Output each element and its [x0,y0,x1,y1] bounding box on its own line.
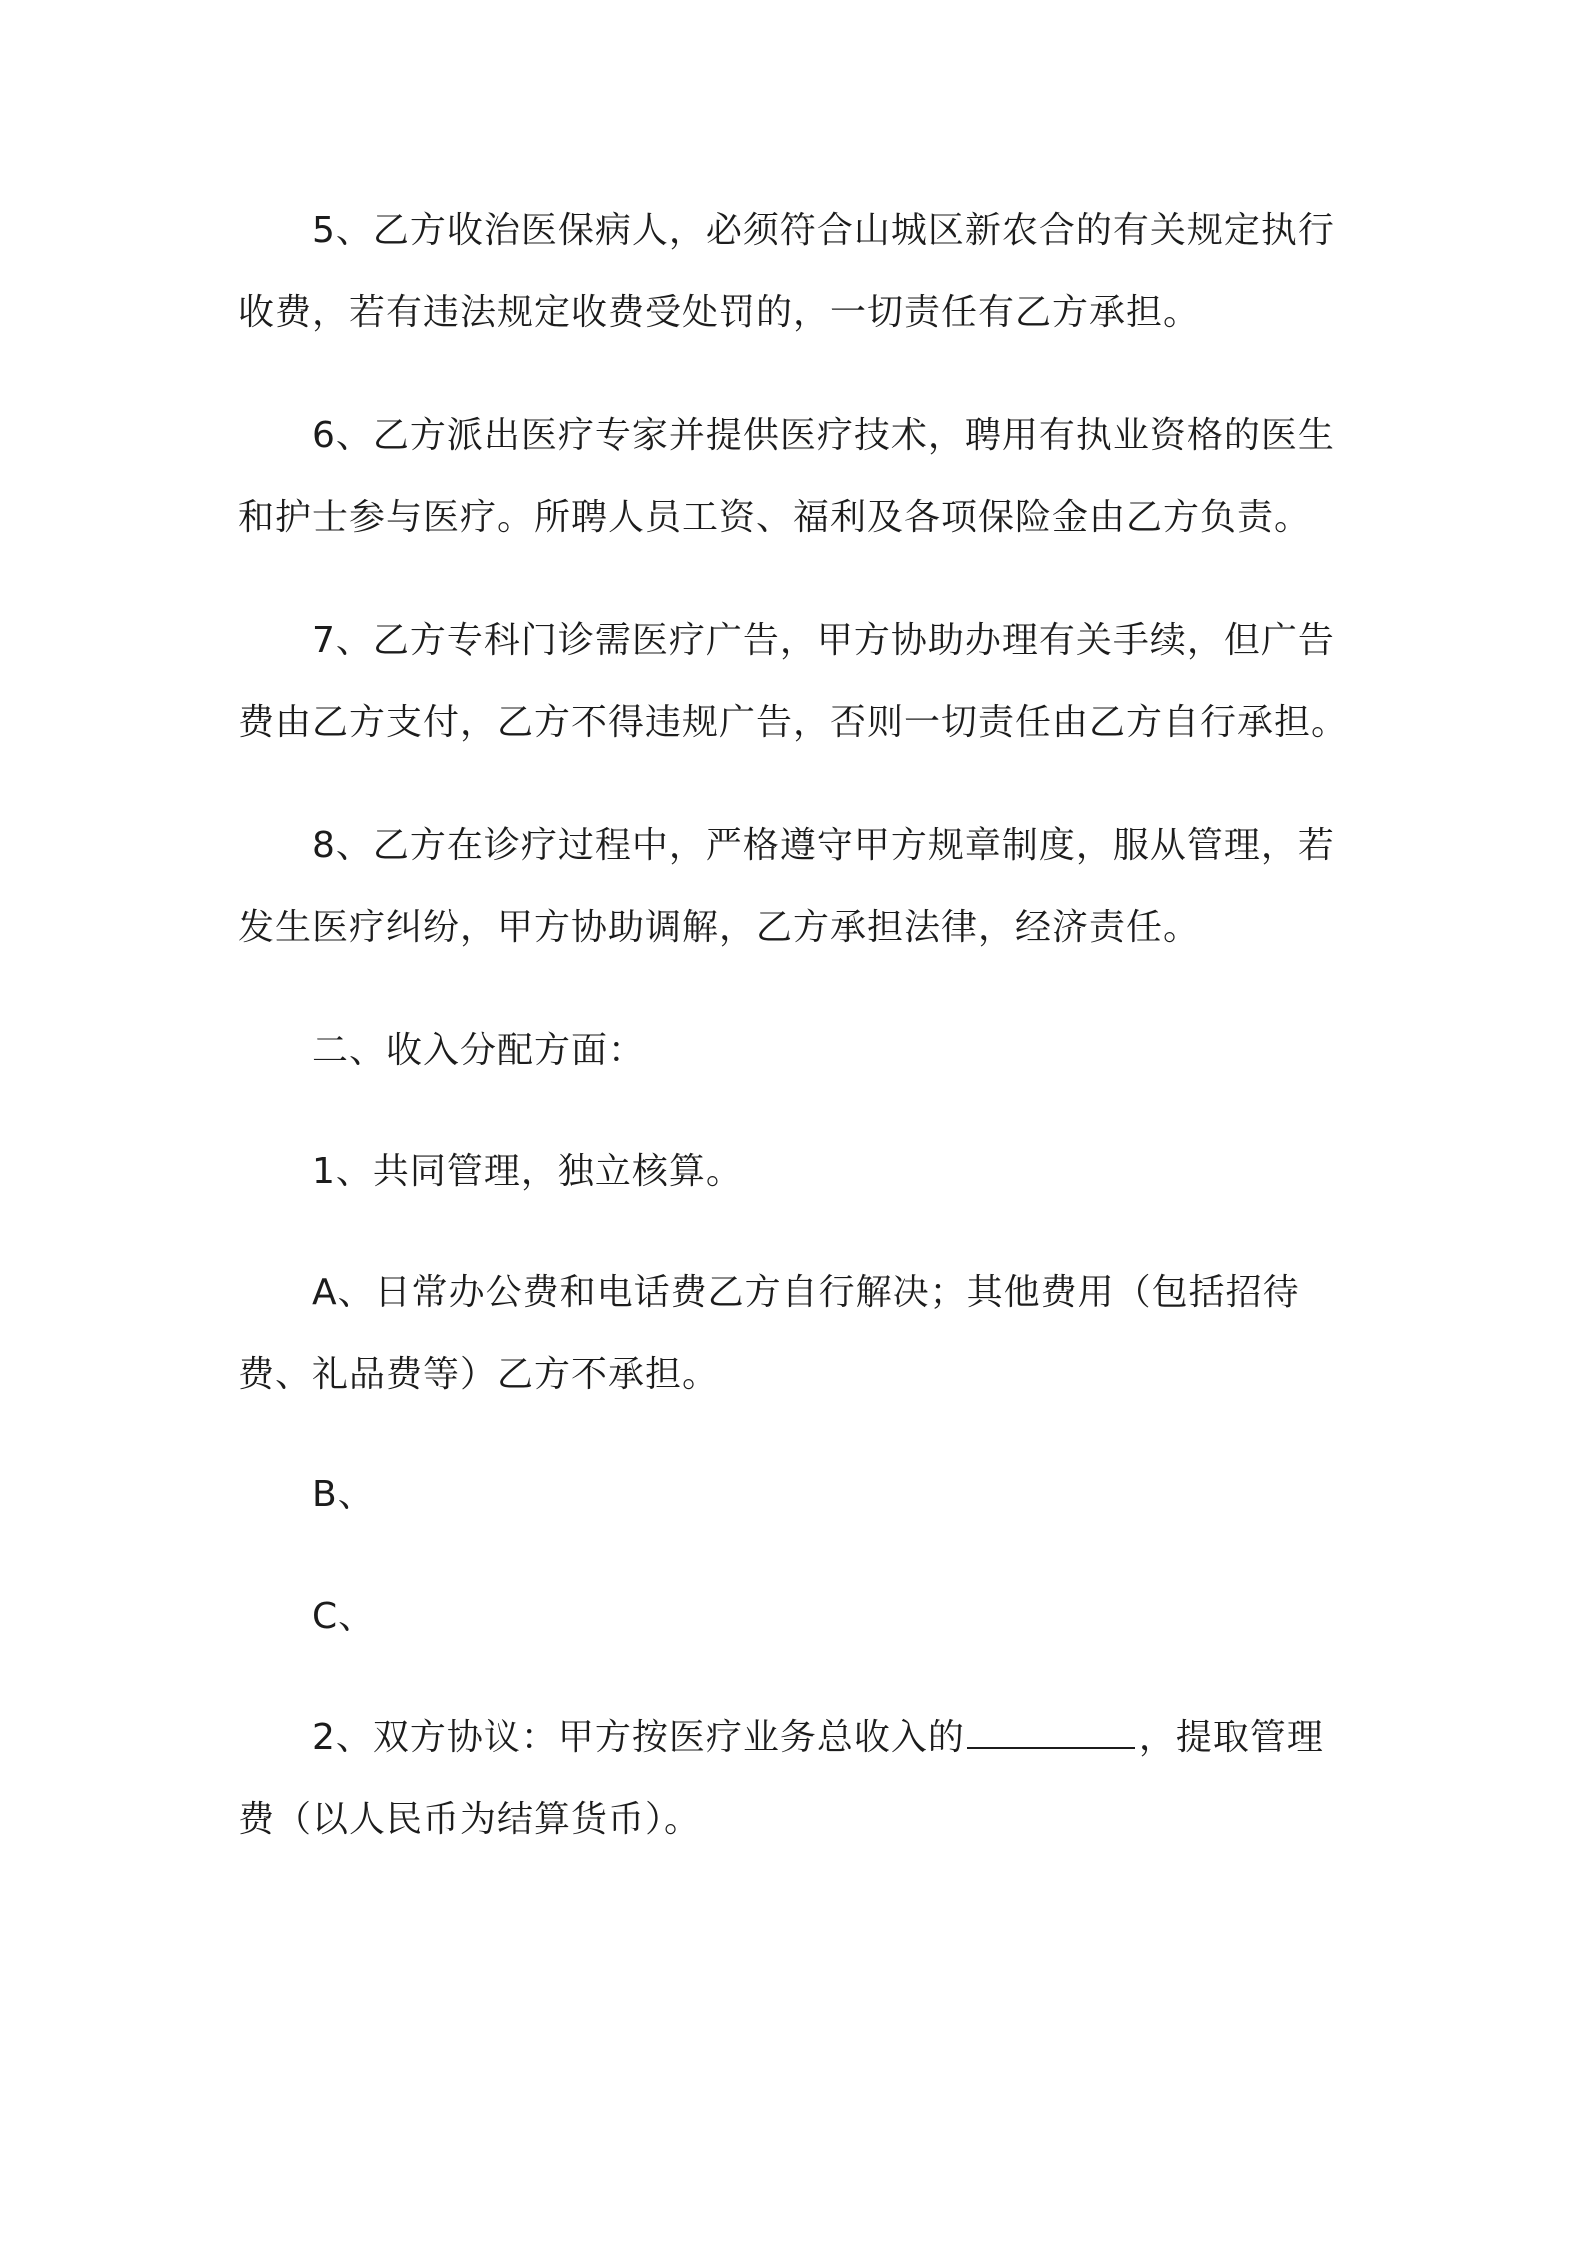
paragraph-item-a: A、日常办公费和电话费乙方自行解决；其他费用（包括招待费、礼品费等）乙方不承担。 [238,1272,1300,1395]
paragraph-item-b: B、 [312,1474,375,1515]
paragraph-item-7: 7、乙方专科门诊需医疗广告，甲方协助办理有关手续，但广告费由乙方支付，乙方不得违规广告，否则一切责任由乙方自行承担。 [238,620,1349,743]
paragraph-item-8: 8、乙方在诊疗过程中，严格遵守甲方规章制度，服从管理，若发生医疗纠纷，甲方协助调解，乙方承担法律，经济责任。 [238,825,1335,948]
agreement-text-before: 2、双方协议：甲方按医疗业务总收入的 [312,1717,965,1758]
paragraph-item-1: 1、共同管理，独立核算。 [312,1151,743,1192]
management-fee-blank [967,1713,1135,1749]
section-heading-income-distribution: 二、收入分配方面： [312,1030,646,1071]
agreement-text-after: ，提取管理费（以人民币为结算货币）。 [238,1717,1324,1840]
paragraph-item-c: C、 [312,1596,376,1637]
paragraph-item-6: 6、乙方派出医疗专家并提供医疗技术，聘用有执业资格的医生和护士参与医疗。所聘人员工资、福利及各项保险金由乙方负责。 [238,415,1335,538]
paragraph-item-5: 5、乙方收治医保病人，必须符合山城区新农合的有关规定执行收费，若有违法规定收费受处罚的，一切责任有乙方承担。 [238,210,1335,333]
paragraph-item-2 [238,1697,1348,1861]
